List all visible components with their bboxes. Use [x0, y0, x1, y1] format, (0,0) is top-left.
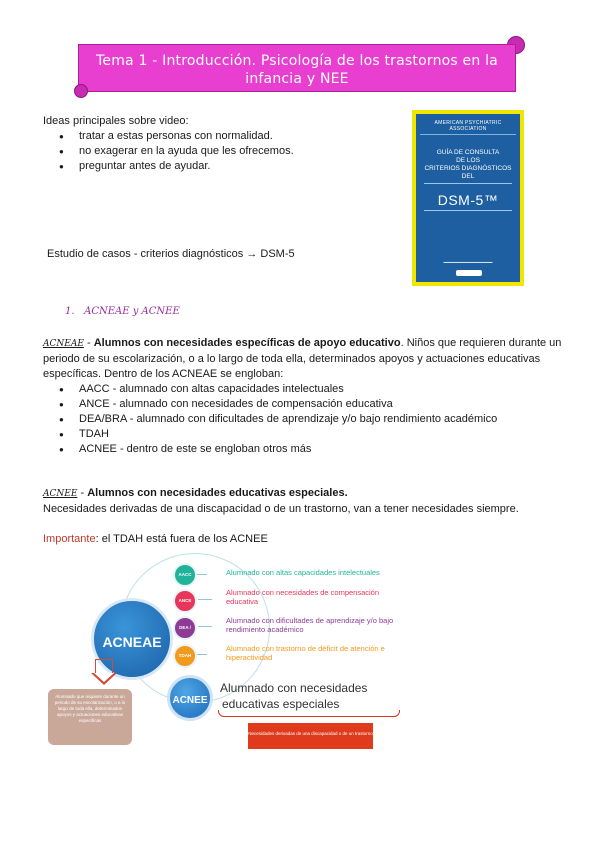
- acnee-dash: -: [77, 487, 88, 499]
- list-item: ● TDAH: [43, 427, 563, 442]
- ideas-list: [43, 129, 383, 174]
- acnee-brace: [218, 710, 400, 717]
- aacc-label: Alumnado con altas capacidades intelectuales: [226, 568, 380, 577]
- section-title-text: ACNEAE y ACNEE: [84, 306, 180, 317]
- book-footnote: ▬▬▬▬▬▬▬▬▬▬▬▬▬▬: [443, 260, 493, 264]
- acneae-infographic: [54, 555, 416, 755]
- ideas-block: [43, 114, 383, 174]
- importante-line: [43, 532, 268, 547]
- dea-bra-circle: DEA /: [173, 616, 197, 640]
- book-publisher: AMERICAN PSYCHIATRIC ASSOCIATION: [420, 120, 516, 135]
- acneae-text: . Niños que requieren durante un periodo de su escolarización, o a lo largo de toda ella, determinados apoyos y actuaciones educativas específicas. Dentro de los ACNEAE se engloban:: [43, 337, 562, 380]
- acneae-tag: ACNEAE: [43, 339, 84, 349]
- book-logo: [456, 270, 482, 276]
- estudio-line: Estudio de casos - criterios diagnósticos → DSM-5: [47, 248, 295, 260]
- acneae-paragraph: [43, 336, 563, 457]
- section-title: [65, 306, 180, 317]
- book-dsm: DSM-5™: [437, 192, 499, 208]
- list-item: ● AACC - alumnado con altas capacidades intelectuales: [43, 382, 563, 397]
- title-line-1: Tema 1 - Introducción. Psicología de los trastornos en la: [96, 53, 498, 69]
- definition-box: Alumnado que requiere durante un periodo de su escolarización, o a lo largo de toda ella, determinados apoyos y actuaciones educativas específicas: [48, 689, 132, 745]
- tdah-label: Alumnado con trastorno de déficit de atención e hiperactividad: [226, 644, 385, 662]
- acnee-bold: Alumnos con necesidades educativas especiales.: [87, 487, 348, 499]
- aacc-circle: AACC: [173, 563, 197, 587]
- acnee-tag: ACNEE: [43, 489, 78, 499]
- acneae-circle: ACNEAE: [91, 598, 173, 680]
- list-item: ● ACNEE - dentro de este se engloban otros más: [43, 442, 563, 457]
- down-arrow-icon: [95, 659, 113, 674]
- book-title-3: CRITERIOS DIAGNÓSTICOS: [424, 165, 512, 172]
- list-item: ● no exagerar en la ayuda que les ofrecemos.: [43, 144, 383, 159]
- dsm-book-image: [412, 110, 524, 286]
- section-number: 1.: [65, 306, 75, 317]
- acnee-label-line-1: Alumnado con necesidades: [220, 681, 368, 695]
- red-definition-box: Necesidades derivadas de una discapacidad o de un trastorno: [248, 723, 373, 749]
- ance-label: Alumnado con necesidades de compensación educativa: [226, 588, 380, 606]
- tdah-circle: TDAH: [173, 644, 197, 668]
- ance-circle: ANCE: [173, 589, 197, 613]
- book-title-1: GUÍA DE CONSULTA: [436, 149, 500, 156]
- list-item: ● ANCE - alumnado con necesidades de compensación educativa: [43, 397, 563, 412]
- importante-label: Importante: [43, 533, 96, 545]
- acnee-circle: ACNEE: [167, 675, 213, 721]
- acnee-infographic-label: [220, 680, 367, 712]
- list-item: ● tratar a estas personas con normalidad.: [43, 129, 383, 144]
- down-arrow-head-inner: [94, 673, 114, 682]
- acneae-dash: -: [83, 337, 94, 349]
- book-title-4: DEL: [461, 173, 475, 180]
- dea-bra-label: Alumnado con dificultades de aprendizaje y/o bajo rendimiento académico: [226, 616, 394, 634]
- acneae-list: [43, 382, 563, 457]
- title-line-2: infancia y NEE: [245, 71, 349, 87]
- acneae-bold: Alumnos con necesidades específicas de apoyo educativo: [93, 337, 401, 349]
- title-banner: [78, 44, 516, 92]
- acnee-paragraph: [43, 486, 563, 517]
- list-item: ● preguntar antes de ayudar.: [43, 159, 383, 174]
- acnee-label-line-2: educativas especiales: [222, 697, 340, 711]
- acnee-text: Necesidades derivadas de una discapacidad o de un trastorno, van a tener necesidades siempre.: [43, 503, 519, 515]
- list-item: ● DEA/BRA - alumnado con dificultades de aprendizaje y/o bajo rendimiento académico: [43, 412, 563, 427]
- importante-text: : el TDAH está fuera de los ACNEE: [95, 533, 268, 545]
- book-title-2: DE LOS: [456, 157, 480, 164]
- ideas-heading: Ideas principales sobre video:: [43, 115, 189, 127]
- banner-curl-left: [74, 84, 88, 98]
